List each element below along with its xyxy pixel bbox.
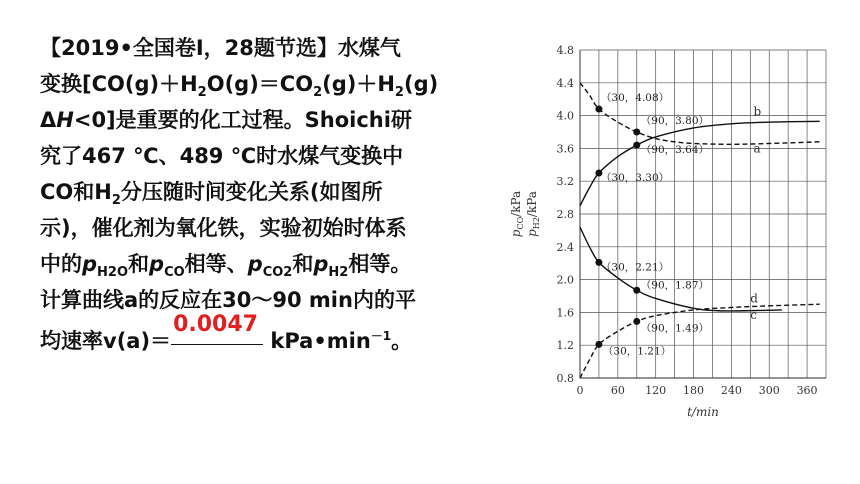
series-d-line: [580, 304, 820, 378]
y-tick-label: 2.0: [556, 273, 574, 287]
problem-text: [40, 30, 500, 354]
data-point-label: （90，1.87）: [640, 279, 710, 292]
x-tick-label: 300: [758, 384, 780, 397]
y-tick-label: 4.8: [556, 44, 574, 57]
y-tick-label: 2.8: [556, 208, 574, 221]
answer-underline: [171, 344, 263, 345]
data-point: [595, 106, 602, 113]
data-point: [633, 287, 640, 294]
y-axis-label-h2: $p_{H2}$/kPa: [525, 191, 541, 237]
x-tick-label: 240: [720, 384, 742, 397]
y-tick-label: 1.2: [556, 339, 574, 353]
pressure-time-chart: [490, 30, 840, 450]
data-point-label: （90，1.49）: [640, 322, 710, 335]
y-tick-label: 4.4: [556, 76, 574, 90]
problem-line-1: 【2019•全国卷Ⅰ，28题节选】水煤气: [40, 36, 401, 60]
y-tick-label: 3.2: [556, 175, 574, 189]
problem-line-6: 示)，催化剂为氧化铁，实验初始时体系: [40, 216, 407, 240]
x-tick-label: 180: [683, 384, 705, 397]
data-point: [595, 341, 602, 348]
y-axis-label-co: $p_{CO}$/kPa: [509, 190, 525, 238]
data-point: [633, 142, 640, 149]
problem-line-2: 变换[$CO(g)+H_2O(g)=CO_2(g)+H_2(g)$: [40, 72, 439, 101]
series-b-line: [580, 121, 820, 205]
curve-label-c: c: [750, 307, 758, 322]
y-tick-label: 0.8: [556, 372, 574, 385]
data-point-label: （30，3.30）: [600, 172, 670, 184]
data-point-label: （30，2.21）: [600, 261, 670, 274]
curve-label-b: b: [753, 104, 762, 119]
x-tick-label: 0: [576, 384, 584, 397]
x-axis-label: t/min: [687, 405, 719, 419]
y-tick-label: 1.6: [556, 306, 574, 320]
data-point-label: （30，4.08）: [600, 92, 670, 105]
problem-line-7: 中的$p_{H2O}$和$p_{CO}$相等、$p_{CO2}$和$p_{H2}$相等。: [40, 252, 412, 281]
curve-label-d: d: [750, 291, 758, 306]
x-tick-label: 120: [645, 384, 667, 397]
data-point-label: （30，1.21）: [602, 345, 672, 358]
problem-line-8: 计算曲线a的反应在30～90 min内的平: [40, 288, 416, 312]
problem-line-9: 均速率v(a)＝ 0.0047 $kPa•\min^{-1}$。: [40, 318, 500, 354]
curve-label-a: a: [753, 141, 761, 156]
answer-value: 0.0047: [173, 312, 258, 337]
data-point-label: （90，3.64）: [640, 144, 710, 157]
y-tick-label: 4.0: [556, 109, 574, 123]
problem-line-3: ΔH<0]是重要的化工过程。Shoichi研: [40, 108, 412, 132]
data-point-label: （90，3.80）: [640, 115, 710, 127]
y-tick-label: 3.6: [556, 142, 574, 156]
y-tick-label: 2.4: [556, 240, 574, 254]
data-point: [633, 129, 640, 136]
data-point: [633, 318, 640, 325]
problem-line-4: 究了467 ℃、489 ℃时水煤气变换中: [40, 144, 404, 168]
problem-line-5: CO和$H_2$分压随时间变化关系(如图所: [40, 180, 383, 209]
x-tick-label: 60: [610, 384, 625, 397]
x-tick-label: 360: [796, 384, 818, 397]
